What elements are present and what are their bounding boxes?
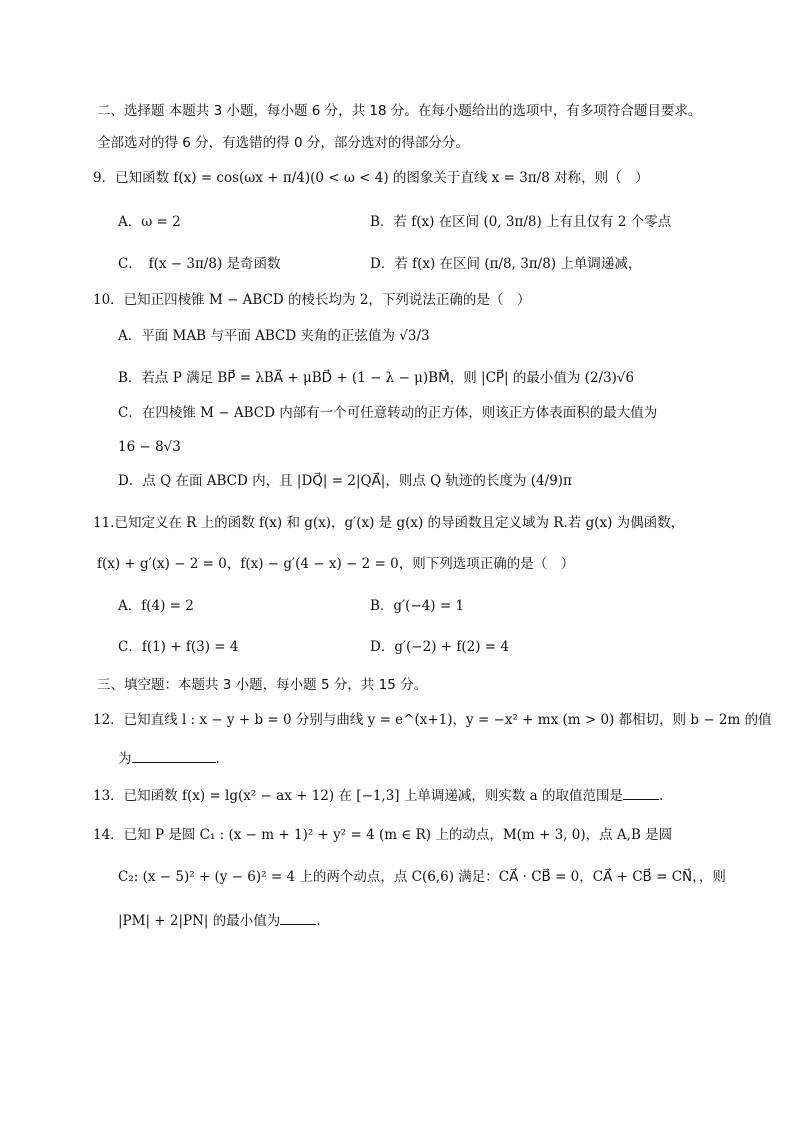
- q14-line1: 14．已知 P 是圆 C₁ : (x − m + 1)² + y² = 4 (m ∈ R) 上的动点，M(m + 3, 0)，点 A,B 是圆: [93, 827, 673, 843]
- q14-line3: [118, 910, 321, 931]
- q13-line: [93, 785, 663, 806]
- q12-line2-end: .: [215, 751, 220, 767]
- q12-answer-blank[interactable]: [132, 748, 216, 763]
- q11-option-a: A．f(4) = 2: [118, 598, 194, 614]
- q10-option-d: D．点 Q 在面 ABCD 内，且 |DQ⃗| = 2|QA⃗|，则点 Q 轨迹的长度为 (4/9)π: [118, 473, 572, 489]
- section2-heading-line2: 全部选对的得 6 分，有选错的得 0 分，部分选对的得部分分。: [97, 135, 469, 151]
- q10-option-a: A．平面 MAB 与平面 ABCD 夹角的正弦值为 √3/3: [118, 328, 430, 344]
- q11-option-c: C．f(1) + f(3) = 4: [118, 639, 239, 655]
- section3-heading: 三、填空题：本题共 3 小题，每小题 5 分，共 15 分。: [97, 677, 428, 693]
- q12-line2: [118, 748, 220, 769]
- q11-option-d: D．g′(−2) + f(2) = 4: [370, 639, 509, 655]
- q12-line1: 12．已知直线 l : x − y + b = 0 分别与曲线 y = e^(x+1)，y = −x² + mx (m > 0) 都相切，则 b − 2m 的值: [93, 712, 772, 728]
- q11-option-b: B．g′(−4) = 1: [370, 598, 465, 614]
- q14-line3-end: .: [316, 913, 321, 929]
- q10-option-c-line2: 16 − 8√3: [118, 439, 181, 455]
- q11-stem-line2: f(x) + g′(x) − 2 = 0，f(x) − g′(4 − x) − 2 = 0，则下列选项正确的是（ ）: [97, 556, 575, 572]
- q14-answer-blank[interactable]: [280, 910, 316, 925]
- section2-heading-line1: 二、选择题 本题共 3 小题，每小题 6 分，共 18 分。在每小题给出的选项中，有多项符合题目要求。: [97, 103, 702, 119]
- q11-stem-line1: 11.已知定义在 R 上的函数 f(x) 和 g(x)，g′(x) 是 g(x) 的导函数且定义域为 R.若 g(x) 为偶函数，: [93, 515, 685, 531]
- q9-stem: 9．已知函数 f(x) = cos(ωx + π/4)(0 < ω < 4) 的图象关于直线 x = 3π/8 对称，则（ ）: [93, 170, 649, 186]
- q13-text: 13．已知函数 f(x) = lg(x² − ax + 12) 在 [−1,3] 上单调递减，则实数 a 的取值范围是: [93, 788, 623, 804]
- q10-stem: 10．已知正四棱锥 M − ABCD 的棱长均为 2，下列说法正确的是（ ）: [93, 292, 531, 308]
- q9-option-d: D．若 f(x) 在区间 (π/8, 3π/8) 上单调递减，: [370, 256, 642, 272]
- q10-option-b: B．若点 P 满足 BP⃗ = λBA⃗ + μBD⃗ + (1 − λ − μ)BM⃗，则 |CP⃗| 的最小值为 (2/3)√6: [118, 370, 635, 386]
- q9-option-c: C． f(x − 3π/8) 是奇函数: [118, 256, 281, 272]
- q13-answer-blank[interactable]: [623, 785, 659, 800]
- q14-line2: C₂: (x − 5)² + (y − 6)² = 4 上的两个动点，点 C(6,6) 满足：CA⃗ · CB⃗ = 0，CA⃗ + CB⃗ = CN⃗，，则: [118, 869, 726, 885]
- q13-end: .: [658, 788, 664, 804]
- q14-line3-text: |PM| + 2|PN| 的最小值为: [118, 913, 281, 929]
- q9-option-a: A．ω = 2: [118, 214, 181, 230]
- q10-option-c-line1: C．在四棱锥 M − ABCD 内部有一个可任意转动的正方体，则该正方体表面积的最大值为: [118, 405, 658, 421]
- q9-option-b: B．若 f(x) 在区间 (0, 3π/8) 上有且仅有 2 个零点: [370, 214, 672, 230]
- q12-line2-text: 为: [118, 751, 132, 767]
